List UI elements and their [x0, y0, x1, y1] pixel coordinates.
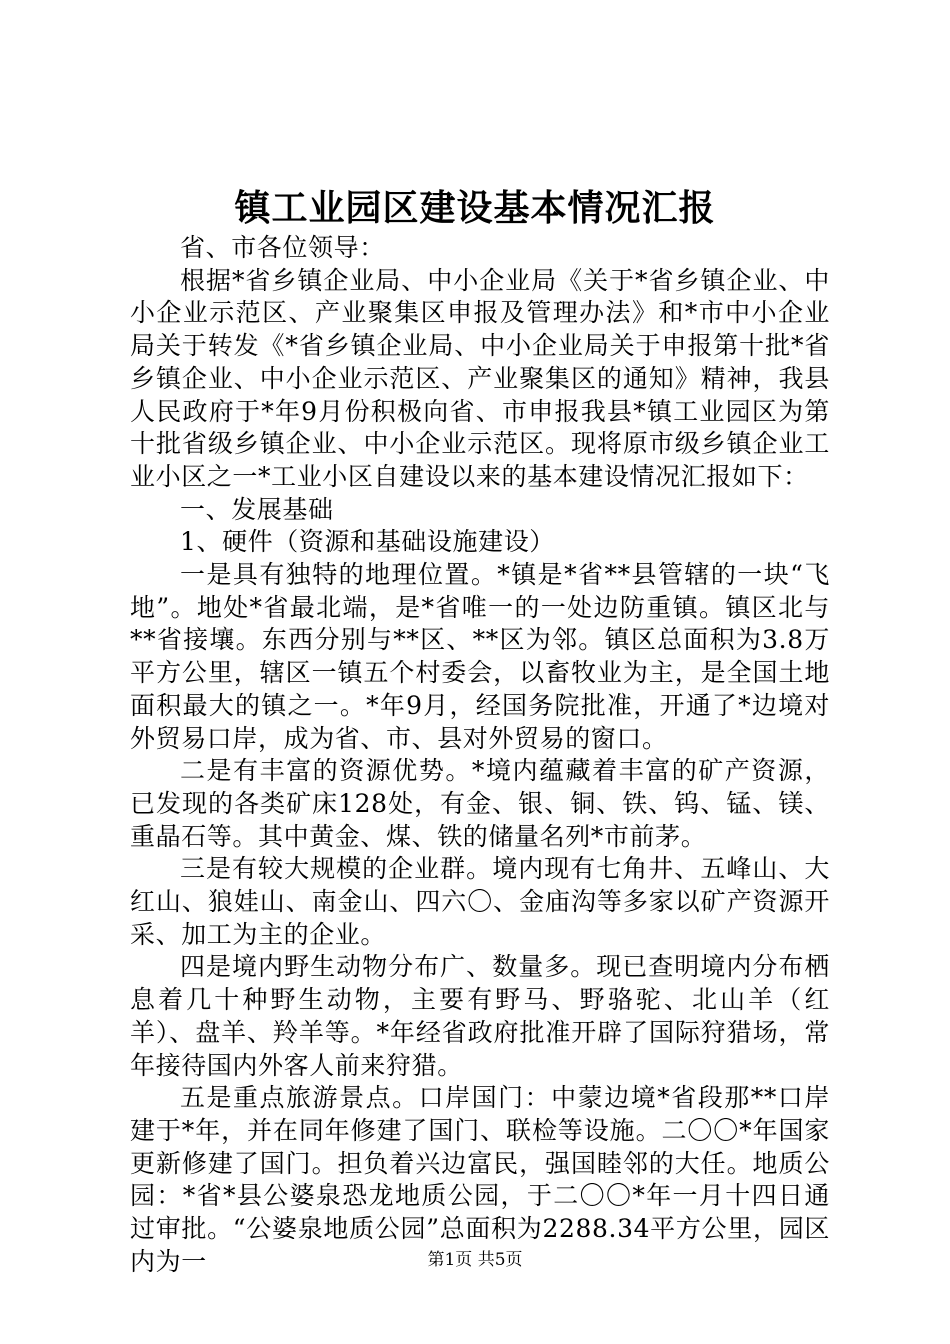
paragraph-wildlife: 四是境内野生动物分布广、数量多。现已查明境内分布栖息着几十种野生动物，主要有野马、野骆驼、北山羊（红羊）、盘羊、羚羊等。*年经省政府批准开辟了国际狩猎场，常年接待国内外客人前来狩猎。: [130, 952, 830, 1080]
paragraph-resources: 二是有丰富的资源优势。*境内蕴藏着丰富的矿产资源，已发现的各类矿床128处，有金、银、铜、铁、钨、锰、镁、重晶石等。其中黄金、煤、铁的储量名列*市前茅。: [130, 756, 830, 851]
subsection-heading: 1、硬件（资源和基础设施建设）: [180, 527, 555, 557]
paragraph-enterprises: 三是有较大规模的企业群。境内现有七角井、五峰山、大红山、狼娃山、南金山、四六〇、金庙沟等多家以矿产资源开采、加工为主的企业。: [130, 854, 830, 949]
document-body: [130, 232, 830, 1279]
intro-paragraph: 根据*省乡镇企业局、中小企业局《关于*省乡镇企业、中小企业示范区、产业聚集区申报及管理办法》和*市中小企业局关于转发《*省乡镇企业局、中小企业局关于申报第十批*省乡镇企业、中小企业示范区、产业聚集区的通知》精神，我县人民政府于*年9月份积极向省、市申报我县*镇工业园区为第十批省级乡镇企业、中小企业示范区。现将原市级乡镇企业工业小区之一*工业小区自建设以来的基本建设情况汇报如下：: [130, 265, 830, 491]
page-footer: 第1页 共5页: [427, 1250, 523, 1270]
section-heading: 一、发展基础: [180, 494, 334, 524]
document-title: 镇工业园区建设基本情况汇报: [234, 187, 716, 229]
paragraph-location: 一是具有独特的地理位置。*镇是*省**县管辖的一块“飞地”。地处*省最北端，是*省唯一的一处边防重镇。镇区北与**省接壤。东西分别与**区、**区为邻。镇区总面积为3.8万平方公里，辖区一镇五个村委会，以畜牧业为主，是全国土地面积最大的镇之一。*年9月，经国务院批准，开通了*边境对外贸易口岸，成为省、市、县对外贸易的窗口。: [130, 560, 830, 753]
salutation: 省、市各位领导：: [180, 233, 385, 262]
paragraph-tourism: 五是重点旅游景点。口岸国门：中蒙边境*省段那**口岸建于*年，并在同年修建了国门、联检等设施。二〇〇*年国家更新修建了国门。担负着兴边富民，强国睦邻的大任。地质公园：*省*县公婆泉恐龙地质公园，于二〇〇*年一月十四日通过审批。“公婆泉地质公园”总面积为2288.34平方公里，园区内为一: [130, 1083, 830, 1276]
